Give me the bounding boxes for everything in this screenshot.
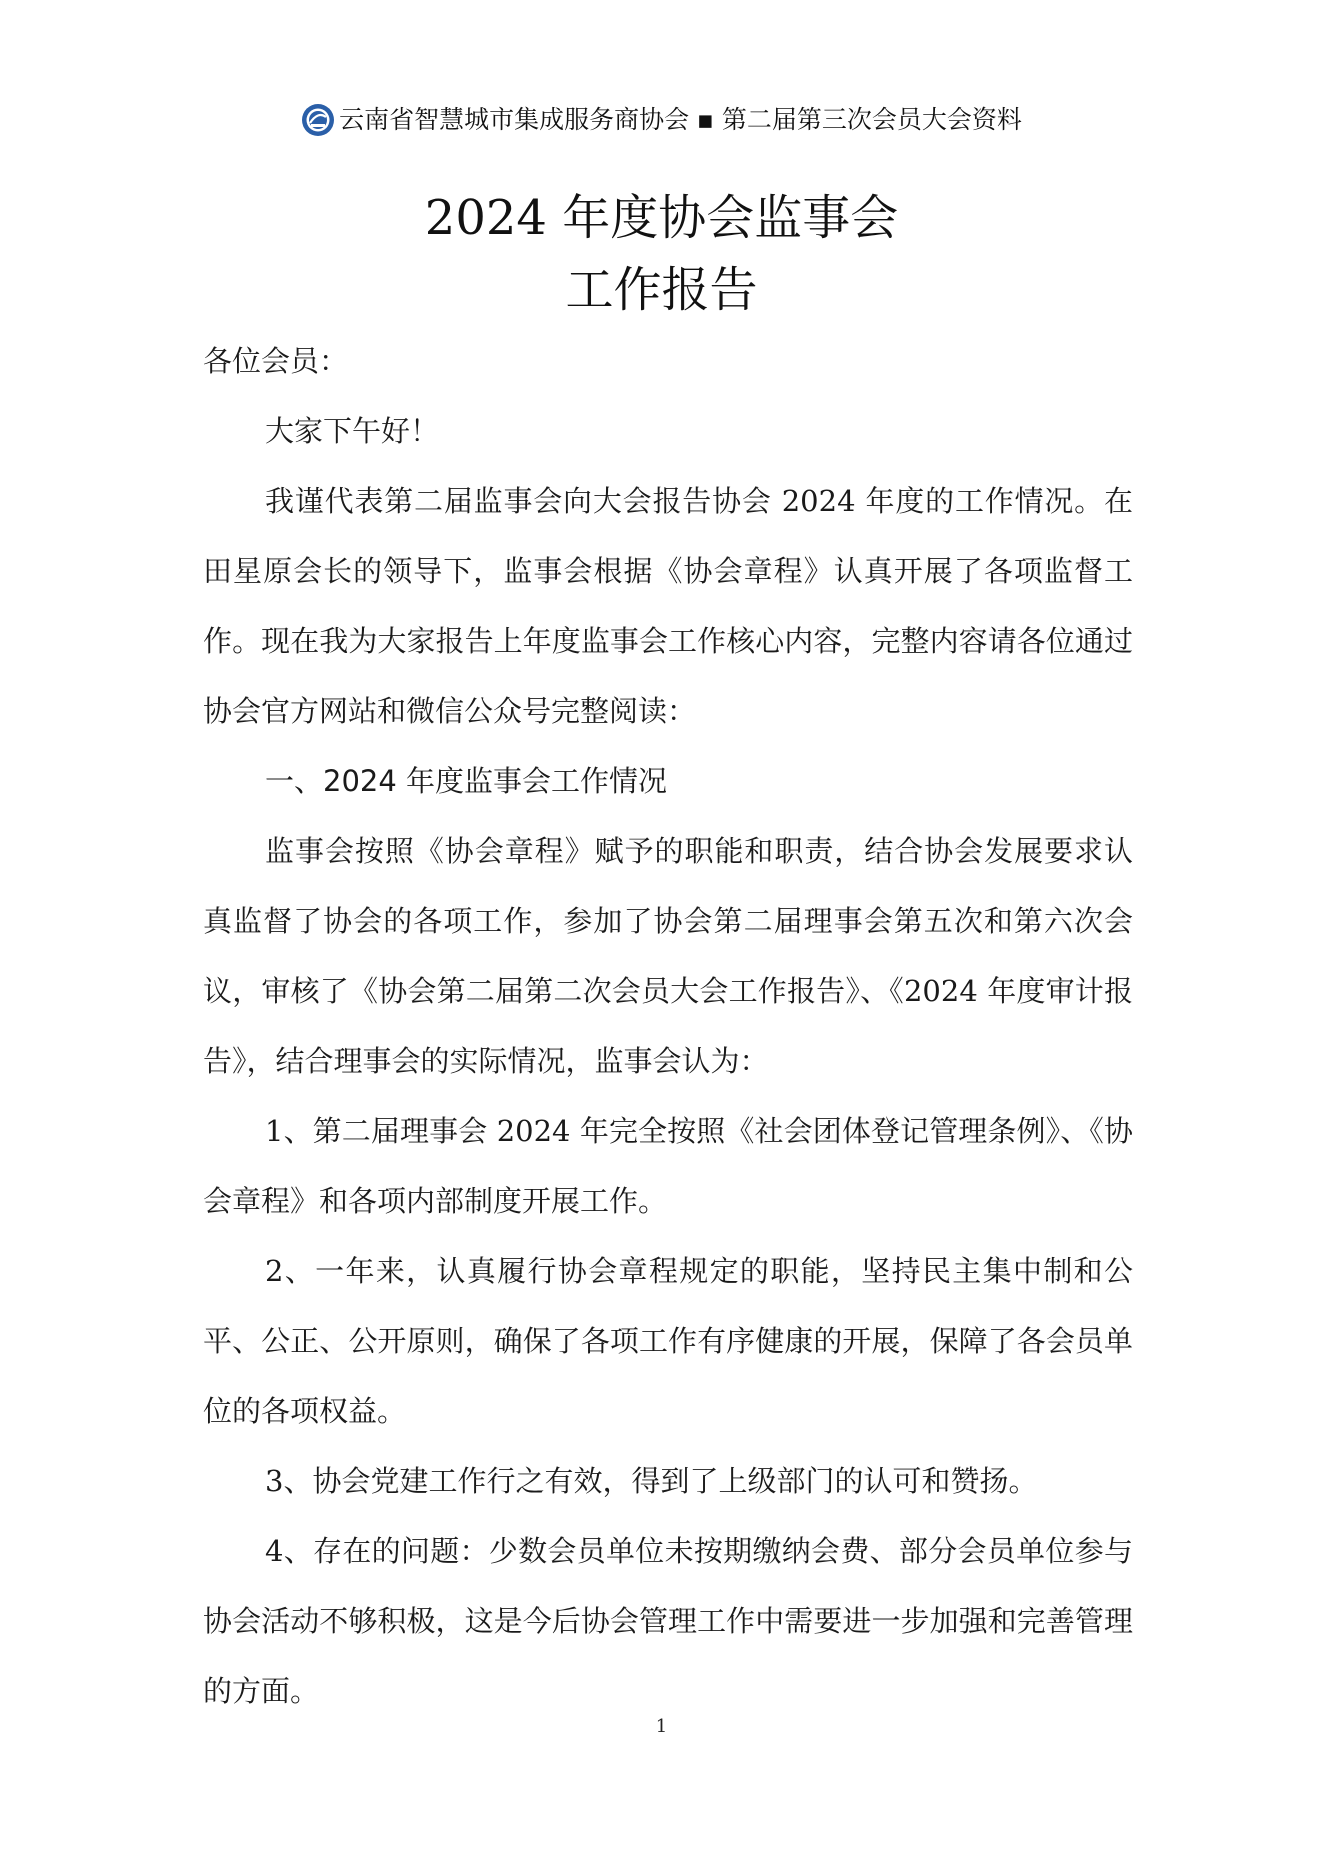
header-text: 云南省智慧城市集成服务商协会 ▪ 第二届第三次会员大会资料 (339, 105, 1022, 134)
paragraph-point-2: 2、一年来，认真履行协会章程规定的职能，坚持民主集中制和公平、公正、公开原则，确保了各项工作有序健康的开展，保障了各会员单位的各项权益。 (203, 1254, 1133, 1428)
report-body (203, 326, 1133, 1726)
paragraph-greeting: 大家下午好！ (265, 414, 440, 448)
page-number: 1 (655, 1716, 668, 1737)
section-heading-1: 一、2024 年度监事会工作情况 (265, 764, 668, 798)
paragraph-supervision: 监事会按照《协会章程》赋予的职能和职责，结合协会发展要求认真监督了协会的各项工作，参加了协会第二届理事会第五次和第六次会议，审核了《协会第二届第二次会员大会工作报告》、《2024 年度审计报告》，结合理事会的实际情况，监事会认为： (203, 834, 1133, 1078)
document-title: 2024 年度协会监事会 (424, 190, 899, 246)
document-title-line2: 工作报告 (565, 262, 758, 318)
paragraph-intro: 我谨代表第二届监事会向大会报告协会 2024 年度的工作情况。在田星原会长的领导下，监事会根据《协会章程》认真开展了各项监督工作。现在我为大家报告上年度监事会工作核心内容，完整内容请各位通过协会官方网站和微信公众号完整阅读： (203, 484, 1133, 728)
page-header (0, 100, 1323, 140)
association-logo-icon (301, 103, 335, 137)
paragraph-point-4: 4、存在的问题：少数会员单位未按期缴纳会费、部分会员单位参与协会活动不够积极，这是今后协会管理工作中需要进一步加强和完善管理的方面。 (203, 1534, 1133, 1708)
salutation: 各位会员： (203, 344, 349, 378)
paragraph-point-3: 3、协会党建工作行之有效，得到了上级部门的认可和赞扬。 (265, 1464, 1038, 1498)
paragraph-point-1: 1、第二届理事会 2024 年完全按照《社会团体登记管理条例》、《协会章程》和各项内部制度开展工作。 (203, 1114, 1133, 1218)
